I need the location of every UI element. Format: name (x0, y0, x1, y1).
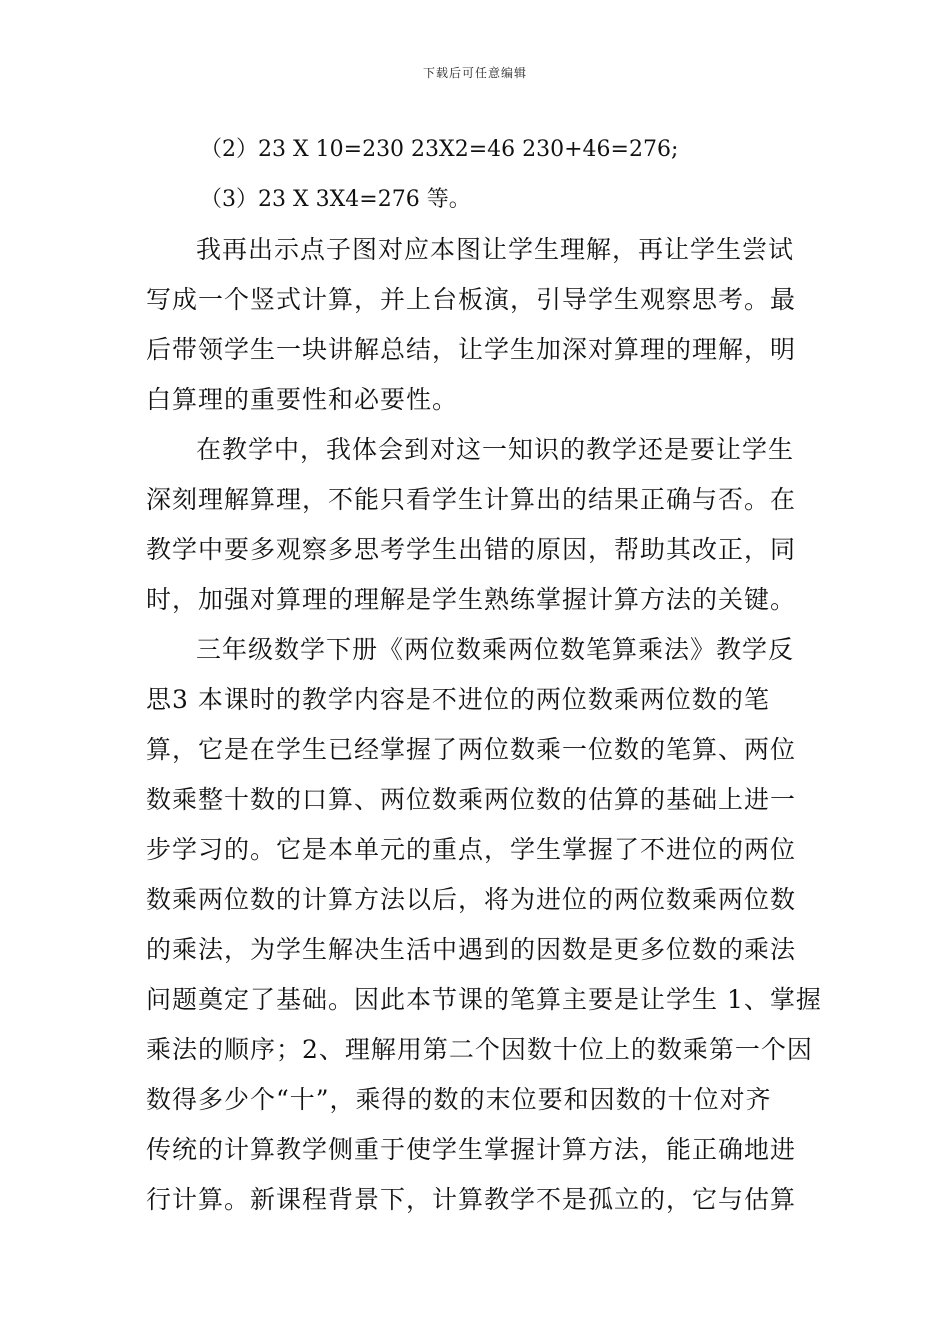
text-line: 思3 本课时的教学内容是不进位的两位数乘两位数的笔 (146, 685, 770, 714)
text-line: 问题奠定了基础。因此本节课的笔算主要是让学生 1、掌握 (146, 985, 822, 1014)
text-line: 在教学中，我体会到对这一知识的教学还是要让学生 (196, 435, 795, 464)
text-line: 传统的计算教学侧重于使学生掌握计算方法，能正确地进 (146, 1135, 797, 1164)
text-line: 白算理的重要性和必要性。 (146, 385, 459, 414)
text-line: 数乘两位数的计算方法以后，将为进位的两位数乘两位数 (146, 885, 797, 914)
text-line: 步学习的。它是本单元的重点，学生掌握了不进位的两位 (146, 835, 797, 864)
text-line: 数得多少个“十”，乘得的数的末位要和因数的十位对齐 (146, 1085, 772, 1114)
text-line: （3）23 X 3X4=276 等。 (200, 187, 471, 212)
text-line: 教学中要多观察多思考学生出错的原因，帮助其改正，同 (146, 535, 797, 564)
text-line: 时，加强对算理的理解是学生熟练掌握计算方法的关键。 (146, 585, 797, 614)
text-line: 后带领学生一块讲解总结，让学生加深对算理的理解，明 (146, 335, 797, 364)
text-line: 乘法的顺序；2、理解用第二个因数十位上的数乘第一个因 (146, 1035, 813, 1064)
text-line: 三年级数学下册《两位数乘两位数笔算乘法》教学反 (196, 635, 795, 664)
header-note: 下载后可任意编辑 (422, 66, 527, 80)
text-line: 算，它是在学生已经掌握了两位数乘一位数的笔算、两位 (146, 735, 797, 764)
text-line: 深刻理解算理，不能只看学生计算出的结果正确与否。在 (146, 485, 797, 514)
text-line: 行计算。新课程背景下，计算教学不是孤立的，它与估算 (146, 1185, 797, 1214)
text-line: 数乘整十数的口算、两位数乘两位数的估算的基础上进一 (146, 785, 797, 814)
text-line: 我再出示点子图对应本图让学生理解，再让学生尝试 (196, 235, 795, 264)
text-line: 的乘法，为学生解决生活中遇到的因数是更多位数的乘法 (146, 935, 797, 964)
text-line: 写成一个竖式计算，并上台板演，引导学生观察思考。最 (146, 285, 797, 314)
text-line: （2）23 X 10=230 23X2=46 230+46=276; (200, 137, 679, 162)
